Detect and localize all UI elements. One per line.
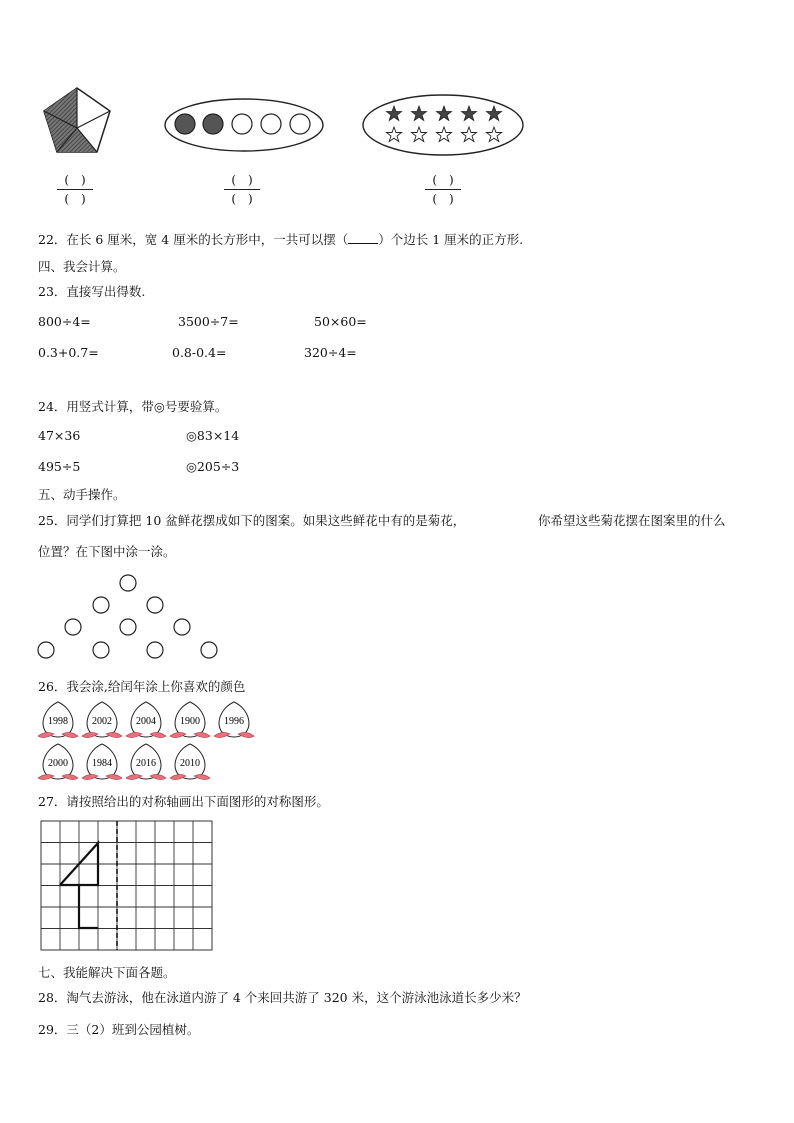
question-24: 24．用竖式计算，带◎号要验算。: [38, 399, 228, 414]
fraction-bar: [224, 189, 260, 190]
denominator-blank: ( ): [231, 192, 253, 206]
peach-leaf: [150, 774, 166, 779]
stars-ellipse-figure: [361, 92, 525, 158]
peach-leaf: [62, 774, 78, 779]
peach-leaf: [82, 774, 98, 779]
fraction-blank-3[interactable]: [423, 172, 463, 207]
peach-year-label: 2016: [136, 758, 156, 769]
calc-item-2: 3500÷7=: [178, 314, 239, 329]
flower-pot: [201, 642, 217, 658]
peach-leaf: [170, 732, 186, 737]
peach-leaf: [82, 732, 98, 737]
vertical-calc-3: 495÷5: [38, 459, 81, 474]
peach-leaf: [106, 732, 122, 737]
peach-leaf: [214, 732, 230, 737]
question-22: [38, 230, 523, 248]
question-26: 26．我会涂,给闰年涂上你喜欢的颜色: [38, 679, 246, 694]
peach-year-label: 2002: [92, 716, 112, 727]
flower-pot: [38, 642, 54, 658]
peach-year-label: 1998: [48, 716, 68, 727]
fraction-blank-2[interactable]: [222, 172, 262, 207]
flower-pot: [174, 619, 190, 635]
fraction-blank-1[interactable]: [55, 172, 95, 207]
section-4-heading: 四、我会计算。: [38, 259, 126, 274]
denominator-blank: ( ): [64, 192, 86, 206]
flower-pot: [120, 575, 136, 591]
peach-leaf: [194, 732, 210, 737]
numerator-blank: ( ): [64, 173, 86, 187]
peach-leaf: [150, 732, 166, 737]
flower-pot: [147, 642, 163, 658]
peach-leaf: [106, 774, 122, 779]
peach-year-item: [126, 702, 166, 738]
question-25-line-1b: 你希望这些菊花摆在图案里的什么: [538, 513, 726, 528]
question-25-line-2: 位置？在下图中涂一涂。: [38, 544, 176, 559]
question-28: 28．淘气去游泳，他在泳道内游了 4 个来回共游了 320 米，这个游泳池泳道长多少米？: [38, 990, 527, 1005]
answer-blank[interactable]: [348, 233, 378, 244]
section-5-heading: 五、动手操作。: [38, 487, 126, 502]
vertical-calc-2: ◎83×14: [186, 428, 240, 443]
flower-pot: [65, 619, 81, 635]
question-25-line-1a: 25．同学们打算把 10 盆鲜花摆成如下的图案。如果这些鲜花中有的是菊花，: [38, 513, 466, 528]
calc-item-4: 0.3+0.7=: [38, 345, 99, 360]
calc-item-3: 50×60=: [314, 314, 367, 329]
peach-years-figure: [36, 700, 266, 786]
peach-leaf: [170, 774, 186, 779]
peach-leaf: [38, 774, 54, 779]
peach-leaf: [62, 732, 78, 737]
numerator-blank: ( ): [231, 173, 253, 187]
peach-leaf: [126, 732, 142, 737]
symmetry-grid: [40, 820, 214, 952]
peach-year-item: [170, 744, 210, 780]
peach-year-item: [82, 744, 122, 780]
peach-leaf: [126, 774, 142, 779]
vertical-calc-1: 47×36: [38, 428, 81, 443]
peach-year-item: [126, 744, 166, 780]
shaded-pentagon-figure: [40, 84, 114, 158]
denominator-blank: ( ): [432, 192, 454, 206]
peach-leaf: [238, 732, 254, 737]
question-22-text: 22．在长 6 厘米，宽 4 厘米的长方形中，一共可以摆（: [38, 232, 349, 247]
question-29: 29．三（2）班到公园植树。: [38, 1022, 200, 1037]
calc-item-1: 800÷4=: [38, 314, 91, 329]
peach-year-label: 1984: [92, 758, 112, 769]
calc-item-5: 0.8-0.4=: [172, 345, 227, 360]
peach-year-item: [82, 702, 122, 738]
peach-year-item: [38, 702, 78, 738]
section-7-heading: 七、我能解决下面各题。: [38, 965, 176, 980]
flower-pot: [120, 619, 136, 635]
flower-pot: [147, 597, 163, 613]
flower-pattern: [36, 572, 222, 662]
peach-year-label: 1996: [224, 716, 244, 727]
question-27: 27．请按照给出的对称轴画出下面图形的对称图形。: [38, 794, 329, 809]
peach-year-label: 2004: [136, 716, 156, 727]
calc-item-6: 320÷4=: [304, 345, 357, 360]
peach-year-label: 2000: [48, 758, 68, 769]
peach-leaf: [38, 732, 54, 737]
question-22-tail: ）个边长 1 厘米的正方形.: [378, 232, 524, 247]
fraction-bar: [57, 189, 93, 190]
flower-pot: [93, 642, 109, 658]
peach-year-label: 1900: [180, 716, 200, 727]
flower-pot: [93, 597, 109, 613]
peach-year-item: [38, 744, 78, 780]
question-23: 23．直接写出得数.: [38, 284, 146, 299]
circles-ellipse-figure: [163, 96, 325, 154]
numerator-blank: ( ): [432, 173, 454, 187]
peach-year-item: [214, 702, 254, 738]
vertical-calc-4: ◎205÷3: [186, 459, 240, 474]
peach-year-item: [170, 702, 210, 738]
peach-leaf: [194, 774, 210, 779]
fraction-bar: [425, 189, 461, 190]
peach-year-label: 2010: [180, 758, 200, 769]
